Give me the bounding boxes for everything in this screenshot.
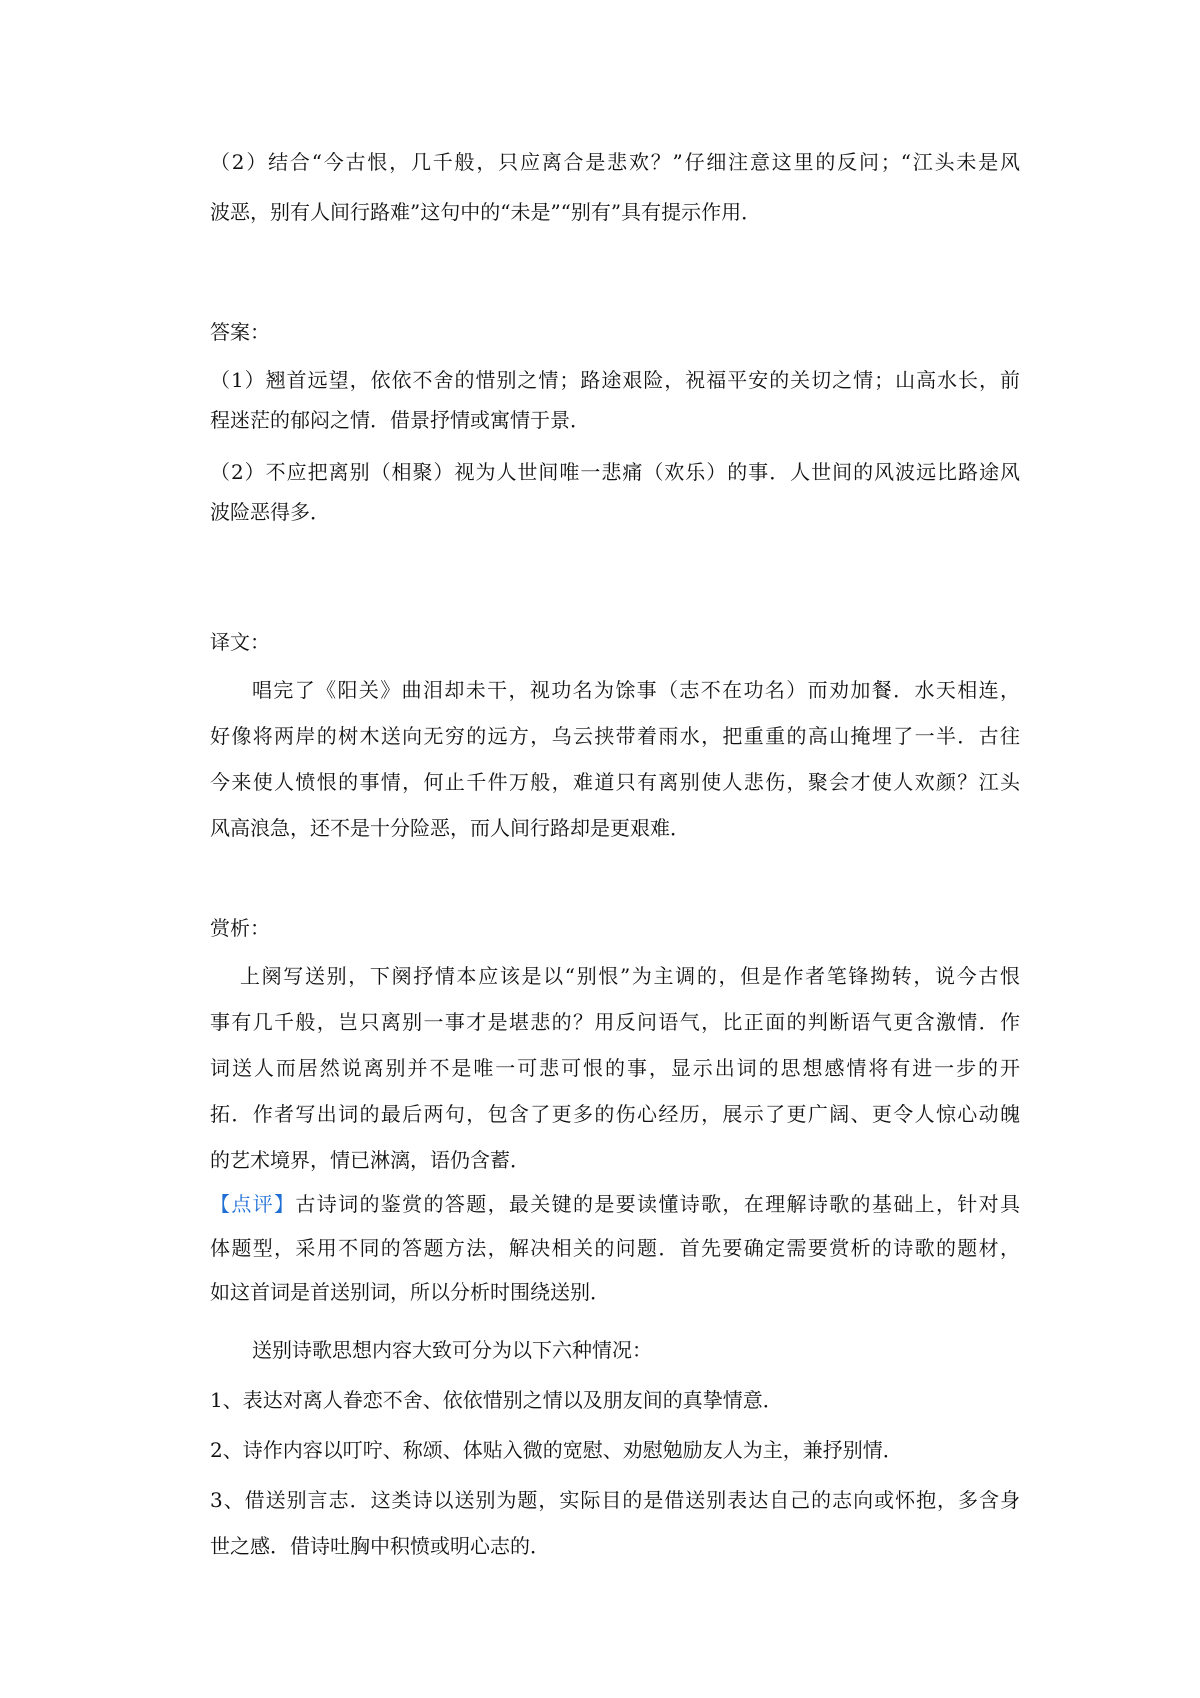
point-3-line-1: 3、借送别言志．这类诗以送别为题，实际目的是借送别表达自己的志向或怀抱，多含身	[210, 1488, 1020, 1512]
answer-section	[210, 316, 1020, 348]
analysis-paragraph	[210, 960, 1020, 1176]
translation-line-1: 唱完了《阳关》曲泪却未干，视功名为馀事（志不在功名）而劝加餐．水天相连，	[252, 678, 1020, 702]
comment-intro	[210, 1334, 1020, 1366]
comment-line-2: 体题型，采用不同的答题方法，解决相关的问题．首先要确定需要赏析的诗歌的题材，	[210, 1236, 1020, 1260]
point-3	[210, 1484, 1020, 1562]
point-1-line: 1、表达对离人眷恋不舍、依依惜别之情以及朋友间的真挚情意．	[210, 1388, 783, 1412]
analysis-line-1: 上阕写送别，下阕抒情本应该是以“别恨”为主调的，但是作者笔锋拗转，说今古恨	[240, 964, 1020, 988]
comment-line-1	[210, 1188, 1020, 1220]
point-2-line: 2、诗作内容以叮咛、称颂、体贴入微的宽慰、劝慰勉励友人为主，兼抒别情．	[210, 1438, 903, 1462]
comment-paragraph	[210, 1188, 1020, 1308]
comment-intro-line: 送别诗歌思想内容大致可分为以下六种情况：	[252, 1338, 652, 1362]
translation-section	[210, 626, 1020, 658]
answer-item-2-line-2: 波险恶得多．	[210, 500, 330, 524]
translation-line-3: 今来使人愤恨的事情，何止千件万般，难道只有离别使人悲伤，聚会才使人欢颜？江头	[210, 770, 1020, 794]
answer-item-2	[210, 456, 1020, 528]
hint-line-2: 波恶，别有人间行路难”这句中的“未是”“别有”具有提示作用．	[210, 200, 762, 224]
answer-item-2-line-1: （2）不应把离别（相聚）视为人世间唯一悲痛（欢乐）的事．人世间的风波远比路途风	[210, 460, 1020, 484]
point-2	[210, 1434, 1020, 1466]
comment-line-1-text: 古诗词的鉴赏的答题，最关键的是要读懂诗歌，在理解诗歌的基础上，针对具	[295, 1192, 1021, 1216]
answer-item-1	[210, 364, 1020, 436]
analysis-line-5: 的艺术境界，情已淋漓，语仍含蓄．	[210, 1148, 530, 1172]
analysis-line-4: 拓．作者写出词的最后两句，包含了更多的伤心经历，展示了更广阔、更令人惊心动魄	[210, 1102, 1020, 1126]
translation-paragraph	[210, 674, 1020, 844]
analysis-label: 赏析：	[210, 916, 270, 940]
point-1	[210, 1384, 1020, 1416]
answer-label: 答案：	[210, 320, 270, 344]
translation-line-2: 好像将两岸的树木送向无穷的远方，乌云挟带着雨水，把重重的高山掩埋了一半．古往	[210, 724, 1020, 748]
answer-item-1-line-1: （1）翘首远望，依依不舍的惜别之情；路途艰险，祝福平安的关切之情；山高水长，前	[210, 368, 1020, 392]
point-3-line-2: 世之感．借诗吐胸中积愤或明心志的．	[210, 1534, 550, 1558]
translation-line-4: 风高浪急，还不是十分险恶，而人间行路却是更艰难．	[210, 816, 690, 840]
analysis-section	[210, 912, 1020, 944]
translation-label: 译文：	[210, 630, 270, 654]
comment-tag: 【点评】	[210, 1192, 296, 1216]
hint-paragraph	[210, 146, 1020, 228]
analysis-line-2: 事有几千般，岂只离别一事才是堪悲的？用反问语气，比正面的判断语气更含激情．作	[210, 1010, 1020, 1034]
hint-line-1: （2）结合“今古恨，几千般，只应离合是悲欢？”仔细注意这里的反问；“江头未是风	[210, 150, 1020, 174]
analysis-line-3: 词送人而居然说离别并不是唯一可悲可恨的事，显示出词的思想感情将有进一步的开	[210, 1056, 1020, 1080]
answer-item-1-line-2: 程迷茫的郁闷之情．借景抒情或寓情于景．	[210, 408, 590, 432]
comment-line-3: 如这首词是首送别词，所以分析时围绕送别．	[210, 1280, 610, 1304]
